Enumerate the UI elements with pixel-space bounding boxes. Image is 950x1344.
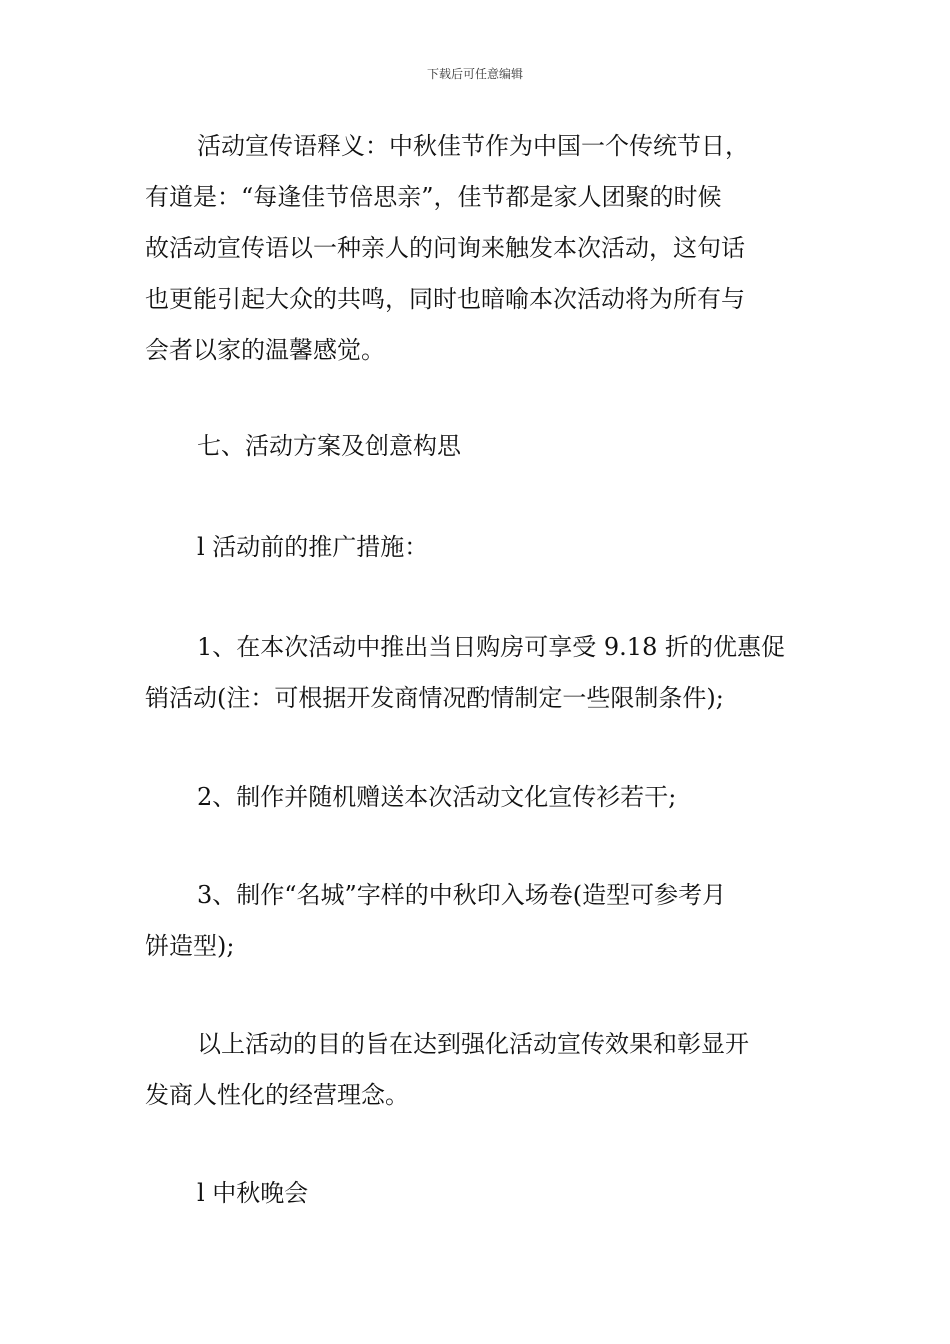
text-line: 也更能引起大众的共鸣，同时也暗喻本次活动将为所有与	[145, 285, 745, 313]
section-heading	[145, 421, 810, 472]
text-line: 3、制作“名城”字样的中秋印入场卷(造型可参考月	[197, 881, 727, 909]
text-line: 以上活动的目的旨在达到强化活动宣传效果和彰显开	[197, 1030, 749, 1058]
text-line: l 活动前的推广措施：	[197, 533, 429, 561]
list-item-3	[145, 870, 810, 972]
text-line: 活动宣传语释义：中秋佳节作为中国一个传统节日，	[197, 132, 749, 160]
text-line: 销活动(注：可根据开发商情况酌情制定一些限制条件);	[145, 684, 724, 712]
list-item-2	[145, 772, 810, 823]
text-line: 发商人性化的经营理念。	[145, 1081, 409, 1109]
text-line: 1、在本次活动中推出当日购房可享受 9.18 折的优惠促	[197, 633, 785, 661]
paragraph-slogan-explanation	[145, 121, 810, 376]
text-line: 七、活动方案及创意构思	[197, 432, 461, 460]
text-line: 饼造型);	[145, 932, 235, 960]
subsection-heading-gala	[145, 1168, 810, 1219]
list-item-1	[145, 622, 810, 724]
paragraph-summary	[145, 1019, 810, 1121]
text-line: 2、制作并随机赠送本次活动文化宣传衫若干;	[197, 783, 677, 811]
text-line: 有道是：“每逢佳节倍思亲”，佳节都是家人团聚的时候	[145, 183, 722, 211]
text-line: 会者以家的温馨感觉。	[145, 336, 385, 364]
text-line: 故活动宣传语以一种亲人的问询来触发本次活动，这句话	[145, 234, 745, 262]
page-header: 下载后可任意编辑	[426, 67, 523, 81]
subsection-heading	[145, 522, 810, 573]
text-line: l 中秋晚会	[197, 1179, 309, 1207]
